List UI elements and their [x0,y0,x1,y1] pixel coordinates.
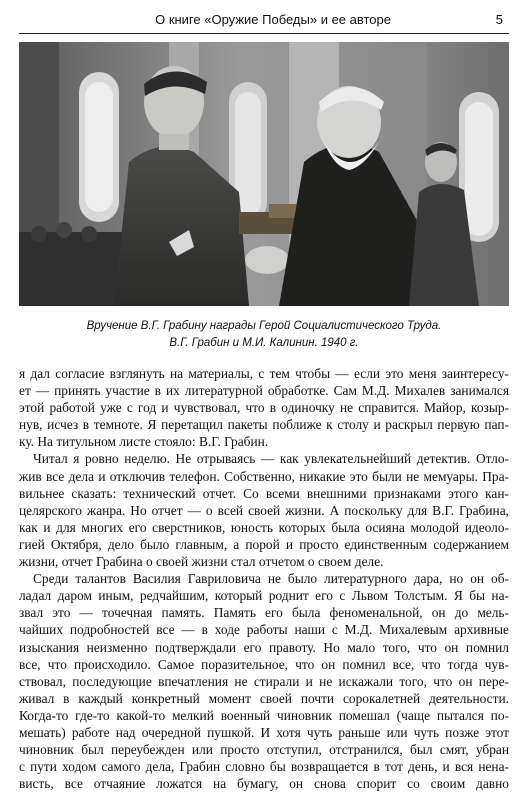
caption-line: В.Г. Грабин и М.И. Калинин. 1940 г. [169,337,359,349]
text-line: ку. На титульном листе стояло: В.Г. Грабин. [19,434,269,450]
text-line: мешать) работе над очередной пушкой. И хотя чуть раньше или чуть позже этот [19,724,509,740]
text-line: живал в каждый конкретный момент своей почти сорокалетней деятельности. [19,690,509,706]
header-rule [19,33,509,34]
text-line: ствовал, последующие впечатления не стирали и не искажали того, что он пере- [19,673,509,689]
text-line: Читал я ровно неделю. Не отрываясь — как увлекательнейший детектив. Отло- [33,451,509,467]
text-line: изыскания неизменно подтверждали его правоту. Но мало того, что он помнил [19,639,509,655]
page-number: 5 [495,12,503,27]
text-line: вильнее сказать: технический отчет. Со всеми внешними признаками этого кан- [19,485,509,501]
text-line: я дал согласие взглянуть на материалы, с тем чтобы — если это меня заинтересу- [19,366,509,381]
photo-caption [19,318,509,352]
text-line: чиновник был переубежден или просто отступил, отстранился, был смят, убран [19,742,509,758]
paragraph [19,365,509,450]
caption-line: Вручение В.Г. Грабину награды Герой Социалистического Труда. [86,320,442,332]
text-line: ет — принять участие в их литературной обработке. Сам М.Д. Михалев занимался [19,383,509,399]
text-line: как и для многих его сверстников, юность которых была осияна молодой идеоло- [19,519,509,535]
paragraph [19,570,509,792]
text-line: чайших подробностей все — в ходе работы наши с М.Д. Михалевым архивные [19,622,509,638]
running-header-title: О книге «Оружие Победы» и ее авторе [155,12,391,27]
paragraph [19,450,509,570]
body-text [19,365,509,792]
text-line: звал это — точечная память. Память его была феноменальной, он до мель- [19,605,509,621]
text-line: нув, исчез в темноте. Я перетащил пакеты поближе к столу и раскрыл первую пап- [19,417,509,433]
text-line: Когда-то где-то какой-то мелкий военный чиновник помешал (чаще пытался по- [19,707,509,723]
running-header [19,10,509,32]
text-line: Среди талантов Василия Гавриловича не было литературного дара, но он об- [33,571,509,587]
text-line: с пути ходом самого дела, Грабин словно бы возвращается в тот день, и вся нена- [19,759,509,775]
text-line: жив все дела и отключив телефон. Собственно, никакие это были не мемуары. Пра- [19,468,509,484]
text-line: гией Октября, дело было главным, а порой и просто единственным содержанием [19,536,509,552]
text-line: этой работой уже с год и чувствовал, что в одиночку не справится. Майор, козыр- [19,400,509,416]
text-line: висть, все отчаяние ложатся на бумагу, он снова спорит со своим давно [19,776,509,792]
award-photo [19,42,509,306]
text-line: жизни, отчет Грабина о своей жизни стал отчетом о своем деле. [19,554,384,570]
text-line: все, что происходило. Самое поразительное, что он помнил все, что тогда чув- [19,656,509,672]
text-line: ладал даром иным, редчайшим, который роднит его с Львом Толстым. Я бы на- [19,588,509,604]
text-line: целярского жанра. Но отчет — о всей своей жизни. А поскольку для В.Г. Грабина, [19,502,509,518]
